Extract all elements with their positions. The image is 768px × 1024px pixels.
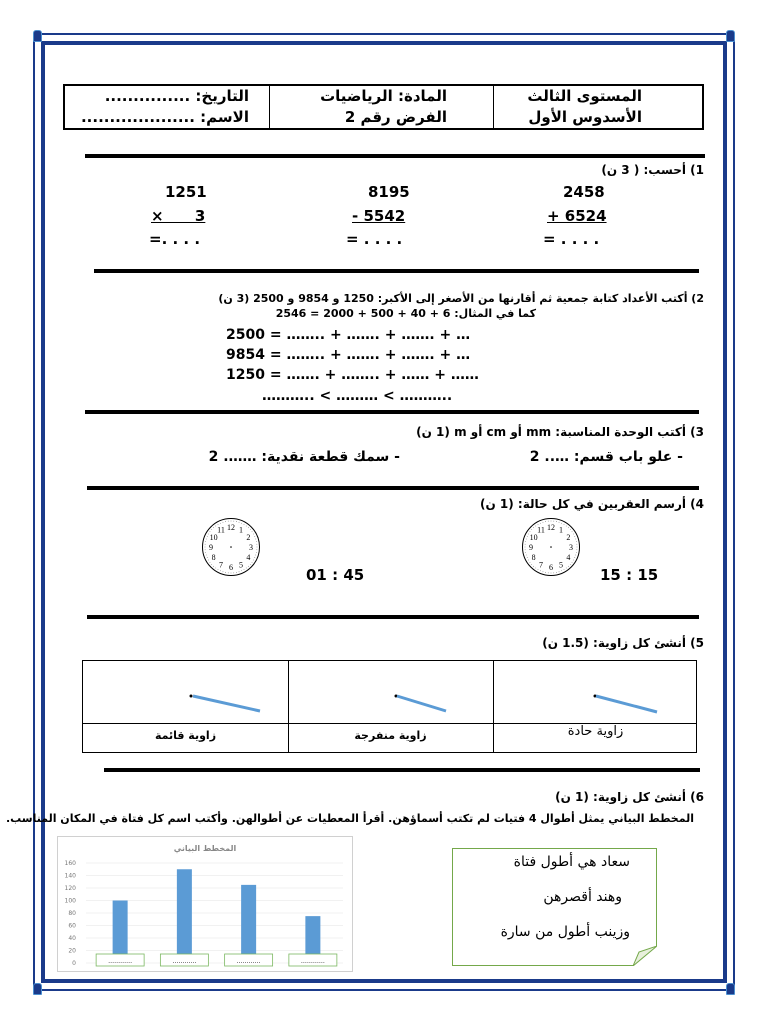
bar-chart [58, 837, 352, 971]
clock-tick [215, 568, 216, 569]
clock-number: 8 [211, 553, 216, 562]
clock-tick [530, 531, 531, 532]
clock-tick [205, 544, 206, 545]
section-divider [87, 486, 699, 490]
clock-tick [252, 562, 253, 563]
clock-tick [531, 564, 532, 565]
clock-tick [205, 541, 206, 542]
clock-tick [528, 560, 529, 561]
q2-line-9854: 9854 = …….. + ……. + ……. + … [226, 347, 471, 363]
clock-tick [525, 544, 526, 545]
clock-face-left[interactable] [202, 518, 260, 576]
clock-tick [215, 526, 216, 527]
clock-tick [256, 549, 257, 550]
clock-tick [257, 547, 258, 548]
level-label: المستوى الثالث [527, 87, 642, 105]
clock-tick [561, 523, 562, 524]
clock-tick [253, 534, 254, 535]
clock-number: 10 [209, 533, 218, 542]
clock-tick [220, 570, 221, 571]
header-cell-level [494, 86, 702, 128]
header-cell-subject [269, 86, 494, 128]
clock-tick [556, 572, 557, 573]
corner-ornament [33, 30, 42, 42]
clock-number: 4 [246, 553, 251, 562]
clock-tick [211, 564, 212, 565]
clock-tick [207, 536, 208, 537]
clock-tick [525, 549, 526, 550]
clock-number: 12 [227, 523, 235, 532]
clock-tick [236, 521, 237, 522]
clock-number: 3 [569, 543, 573, 552]
clock-number: 11 [217, 525, 225, 535]
q3-item-coin: - سمك قطعة نقدية: ……. 2 [208, 449, 400, 465]
q2-line-1250: 1250 = ……. + …….. + …… + …… [226, 367, 479, 383]
y-tick-label: 0 [72, 960, 76, 967]
q1-mul-result: =. . . . [149, 230, 201, 248]
clock-tick [545, 521, 546, 522]
clock-tick [543, 522, 544, 523]
q2-line-2500: 2500 = …….. + ……. + ……. + … [226, 327, 471, 343]
clock-tick [551, 521, 552, 522]
clock-tick [561, 570, 562, 571]
clock-tick [543, 571, 544, 572]
clock-tick [210, 531, 211, 532]
q1-sub-top: 8195 [368, 183, 410, 201]
clock-tick [206, 539, 207, 540]
clock-tick [255, 539, 256, 540]
folded-corner-icon [633, 946, 657, 966]
clues-note [452, 848, 657, 966]
clock-tick [573, 560, 574, 561]
clock-tick [241, 523, 242, 524]
clock-tick [525, 552, 526, 553]
clock-tick [526, 555, 527, 556]
clock-tick [208, 560, 209, 561]
y-tick-label: 100 [64, 897, 76, 905]
clock-tick [568, 566, 569, 567]
clock-tick [231, 521, 232, 522]
clock-number: 7 [219, 560, 223, 570]
clock-tick [218, 569, 219, 570]
section-divider [85, 410, 699, 414]
y-tick-label: 40 [68, 935, 76, 942]
clock-number: 1 [239, 525, 243, 535]
clock-tick [228, 572, 229, 573]
clock-tick [248, 527, 249, 528]
q4-time-right: 15 : 15 [600, 566, 659, 584]
clock-tick [236, 572, 237, 573]
semester-label: الأسدوس الأول [528, 108, 642, 126]
clock-tick [568, 527, 569, 528]
section-divider [87, 615, 699, 619]
name-field: الاسم: .................... [80, 108, 249, 126]
clock-tick [256, 544, 257, 545]
clock-tick [205, 549, 206, 550]
clock-tick [538, 569, 539, 570]
clock-tick [538, 524, 539, 525]
clock-tick [250, 564, 251, 565]
clock-tick [556, 521, 557, 522]
clock-tick [253, 560, 254, 561]
clock-tick [233, 572, 234, 573]
clock-number: 6 [229, 563, 233, 572]
clock-tick [540, 523, 541, 524]
clock-tick [248, 566, 249, 567]
clock-tick [564, 524, 565, 525]
clock-tick [535, 568, 536, 569]
clock-tick [205, 547, 206, 548]
q5-title: 5) أنشئ كل زاوية: (1.5 ن) [542, 636, 704, 650]
section-divider [85, 154, 705, 158]
clock-number: 11 [537, 525, 545, 535]
clock-number: 8 [531, 553, 536, 562]
clock-tick [576, 552, 577, 553]
clock-tick [211, 529, 212, 530]
corner-ornament [726, 30, 735, 42]
q2-comparison: ……….. < ……… < ……….. [262, 388, 453, 404]
clock-tick [206, 555, 207, 556]
clock-tick [540, 570, 541, 571]
clock-tick [576, 544, 577, 545]
clock-tick [531, 529, 532, 530]
clock-tick [223, 522, 224, 523]
clock-tick [256, 541, 257, 542]
angle-table [82, 660, 697, 753]
clock-tick [525, 541, 526, 542]
clock-tick [231, 573, 232, 574]
clock-tick [533, 527, 534, 528]
y-tick-label: 140 [64, 872, 76, 880]
clock-tick [525, 547, 526, 548]
clock-tick [241, 570, 242, 571]
name-answer-blank: ………… [108, 958, 133, 965]
q4-time-left: 01 : 45 [306, 566, 365, 584]
angle-label-acute: زاوية حادة [567, 724, 624, 739]
clock-tick [254, 557, 255, 558]
clock-tick [218, 524, 219, 525]
clock-tick [233, 521, 234, 522]
clock-tick [210, 562, 211, 563]
angle-label-obtuse: زاوية منفرجة [354, 729, 427, 742]
clock-center [550, 546, 552, 548]
clock-tick [574, 557, 575, 558]
q6-title: 6) أنشئ كل زاوية: (1 ن) [555, 790, 704, 804]
clock-tick [528, 534, 529, 535]
clock-tick [225, 521, 226, 522]
clock-tick [551, 573, 552, 574]
clock-face-right[interactable] [522, 518, 580, 576]
clock-tick [553, 521, 554, 522]
clock-number: 9 [209, 543, 213, 552]
q1-mul-top: 1251 [165, 183, 207, 201]
clock-number: 4 [566, 553, 571, 562]
clock-tick [572, 562, 573, 563]
clock-tick [239, 571, 240, 572]
clock-number: 1 [559, 525, 563, 535]
clock-tick [575, 555, 576, 556]
clock-tick [566, 526, 567, 527]
clue-line-2: وهند أقصرهن [543, 889, 622, 905]
y-tick-label: 120 [64, 885, 76, 892]
y-tick-label: 160 [64, 860, 76, 867]
clock-tick [574, 536, 575, 537]
clock-tick [575, 539, 576, 540]
clock-tick [225, 572, 226, 573]
clock-tick [545, 572, 546, 573]
chart-container [57, 836, 353, 972]
clock-tick [576, 541, 577, 542]
clock-tick [548, 572, 549, 573]
clock-tick [526, 539, 527, 540]
header-table [63, 84, 704, 130]
clock-center [230, 546, 232, 548]
q3-title: 3) أكتب الوحدة المناسبة: mm أو cm أو m (1 ن) [416, 425, 704, 439]
q1-sub-result: = . . . . [346, 230, 403, 248]
clock-tick [223, 571, 224, 572]
clock-tick [548, 521, 549, 522]
clock-tick [572, 531, 573, 532]
clock-tick [576, 549, 577, 550]
clock-tick [577, 547, 578, 548]
clock-tick [228, 521, 229, 522]
clock-tick [559, 522, 560, 523]
clock-number: 3 [249, 543, 253, 552]
clock-tick [559, 571, 560, 572]
clock-tick [207, 557, 208, 558]
clock-tick [250, 529, 251, 530]
q4-title: 4) أرسم العقربين في كل حالة: (1 ن) [479, 497, 704, 511]
chart-bar [177, 869, 192, 963]
q1-title: 1) أحسب: ( 3 ن) [601, 163, 704, 177]
clock-tick [256, 552, 257, 553]
clock-number: 5 [559, 560, 563, 570]
clock-tick [239, 522, 240, 523]
clock-tick [533, 566, 534, 567]
q1-add-result: = . . . . [543, 230, 600, 248]
q1-add-top: 2458 [563, 183, 605, 201]
clock-tick [246, 526, 247, 527]
clock-number: 9 [529, 543, 533, 552]
clock-number: 6 [549, 563, 553, 572]
q1-mul-operand: × 3 [151, 207, 206, 225]
clock-tick [566, 568, 567, 569]
clock-tick [220, 523, 221, 524]
q1-add-operand: + 6524 [547, 207, 607, 225]
clock-number: 12 [547, 523, 555, 532]
clock-tick [254, 536, 255, 537]
chart-title: المخطط البياني [173, 844, 237, 853]
header-cell-student [65, 86, 269, 128]
clock-tick [213, 527, 214, 528]
clock-tick [252, 531, 253, 532]
chart-bar [241, 885, 256, 963]
corner-ornament [33, 983, 42, 995]
clock-number: 2 [566, 533, 571, 542]
corner-ornament [726, 983, 735, 995]
y-tick-label: 20 [68, 947, 76, 955]
y-tick-label: 80 [68, 910, 76, 917]
clock-tick [573, 534, 574, 535]
clue-line-1: سعاد هي أطول فتاة [513, 854, 630, 870]
clock-tick [564, 569, 565, 570]
clue-line-3: وزينب أطول من سارة [500, 924, 630, 940]
section-divider [94, 269, 699, 273]
clock-number: 5 [239, 560, 243, 570]
clock-tick [255, 555, 256, 556]
subject-label: المادة: الرياضيات [320, 87, 447, 105]
angle-label-right: زاوية قائمة [154, 729, 217, 742]
clock-tick [213, 566, 214, 567]
date-field: التاريخ: ............... [104, 87, 249, 105]
clock-tick [244, 569, 245, 570]
clock-tick [530, 562, 531, 563]
q2-title: 2) أكتب الأعداد كتابة جمعية ثم أقارنها من الأصغر إلى الأكبر: 1250 و 9854 و 2500 (3 ن) [218, 292, 704, 305]
q6-instruction: المخطط البياني يمثل أطوال 4 فتيات لم تكتب أسماؤهن. أقرأ المعطيات عن أطوالهن. وأكتب اسم كل فتاة في المكان المناسب. [5, 812, 694, 825]
clock-tick [246, 568, 247, 569]
clock-tick [527, 536, 528, 537]
name-answer-blank: ………… [236, 958, 261, 965]
clock-tick [527, 557, 528, 558]
test-number-label: الفرض رقم 2 [344, 108, 447, 126]
q2-example: كما في المثال: 6 + 40 + 500 + 2000 = 2546 [275, 307, 536, 320]
clock-tick [205, 552, 206, 553]
clock-number: 7 [539, 560, 543, 570]
name-answer-blank: ………… [300, 958, 325, 965]
clock-tick [570, 529, 571, 530]
clock-tick [244, 524, 245, 525]
clock-number: 2 [246, 533, 251, 542]
clock-tick [535, 526, 536, 527]
y-tick-label: 60 [68, 922, 76, 930]
clock-tick [553, 572, 554, 573]
q3-item-door: - علو باب قسم: ….. 2 [529, 449, 683, 465]
angle-starter-segments[interactable] [83, 661, 698, 723]
q1-sub-operand: - 5542 [352, 207, 406, 225]
clock-number: 10 [529, 533, 538, 542]
name-answer-blank: ………… [172, 958, 197, 965]
section-divider [104, 768, 700, 772]
clock-tick [570, 564, 571, 565]
clock-tick [208, 534, 209, 535]
